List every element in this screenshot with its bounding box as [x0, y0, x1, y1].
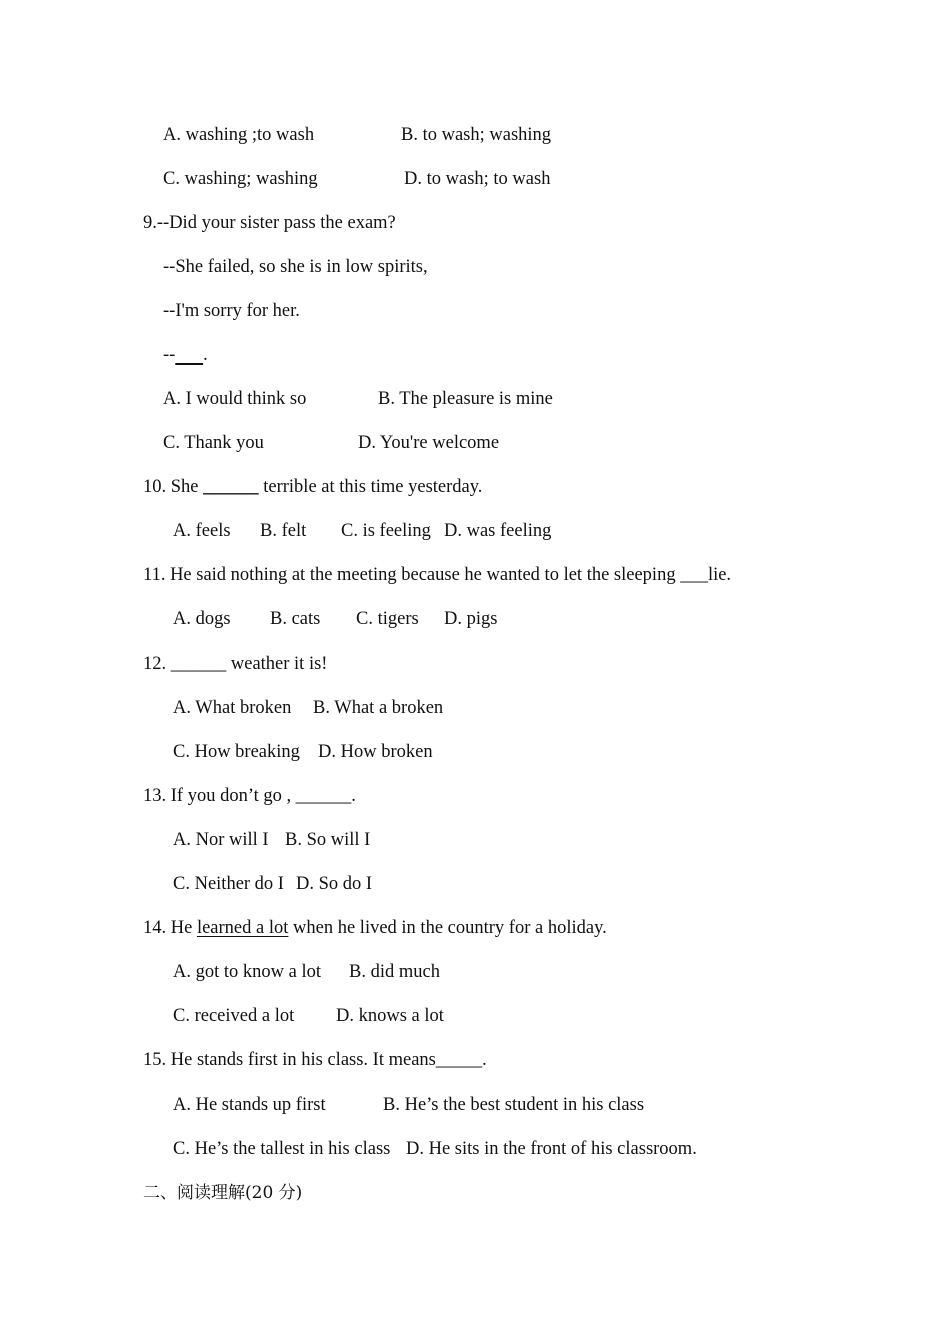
q9-line4-suffix: . — [203, 345, 208, 365]
q14-option-a: A. got to know a lot — [173, 962, 321, 982]
q13-option-b: B. So will I — [285, 830, 371, 850]
q13-option-d: D. So do I — [296, 874, 373, 894]
q11-option-d: D. pigs — [444, 609, 498, 629]
q8-option-b: B. to wash; washing — [401, 125, 552, 145]
q11-option-b: B. cats — [270, 609, 321, 629]
q13-option-c: C. Neither do I — [173, 874, 284, 894]
q12-stem: 12. ______ weather it is! — [143, 654, 328, 674]
q11-option-a: A. dogs — [173, 609, 231, 629]
q14-option-b: B. did much — [349, 962, 440, 982]
q9-dialogue-line-4 — [163, 343, 208, 367]
q10-stem — [143, 475, 482, 499]
q8-option-a: A. washing ;to wash — [163, 125, 315, 145]
section-heading-reading: 二、阅读理解(20 分) — [143, 1183, 303, 1203]
q14-stem-suffix: when he lived in the country for a holiday. — [288, 918, 607, 938]
q14-stem-prefix: 14. He — [143, 918, 197, 938]
q12-option-d: D. How broken — [318, 742, 433, 762]
q10-option-b: B. felt — [260, 521, 307, 541]
q8-option-c: C. washing; washing — [163, 169, 318, 189]
q10-option-d: D. was feeling — [444, 521, 552, 541]
q15-stem: 15. He stands first in his class. It means_____. — [143, 1050, 487, 1070]
q9-dialogue-line-3: --I'm sorry for her. — [163, 301, 300, 321]
q8-option-d: D. to wash; to wash — [404, 169, 551, 189]
q15-option-c: C. He’s the tallest in his class — [173, 1139, 391, 1159]
q10-stem-prefix: 10. She — [143, 477, 204, 497]
q9-option-c: C. Thank you — [163, 433, 264, 453]
q14-option-d: D. knows a lot — [336, 1006, 444, 1026]
q9-option-d: D. You're welcome — [358, 433, 500, 453]
q11-option-c: C. tigers — [356, 609, 419, 629]
q9-option-a: A. I would think so — [163, 389, 307, 409]
q10-answer-blank: ______ — [203, 477, 259, 497]
q15-option-a: A. He stands up first — [173, 1095, 326, 1115]
q11-stem: 11. He said nothing at the meeting because he wanted to let the sleeping ___lie. — [143, 565, 732, 585]
q14-underlined-phrase: learned a lot — [196, 918, 289, 938]
q15-option-d: D. He sits in the front of his classroom. — [406, 1139, 697, 1159]
q13-option-a: A. Nor will I — [173, 830, 269, 850]
q10-option-c: C. is feeling — [341, 521, 431, 541]
q10-stem-suffix: terrible at this time yesterday. — [258, 477, 483, 497]
q9-option-b: B. The pleasure is mine — [378, 389, 553, 409]
q14-option-c: C. received a lot — [173, 1006, 295, 1026]
q10-option-a: A. feels — [173, 521, 231, 541]
q9-stem: 9.--Did your sister pass the exam? — [143, 213, 396, 233]
q14-stem — [143, 916, 607, 940]
q13-stem: 13. If you don’t go , ______. — [143, 786, 356, 806]
q15-option-b: B. He’s the best student in his class — [383, 1095, 645, 1115]
q9-answer-blank — [175, 345, 203, 365]
q9-dialogue-line-2: --She failed, so she is in low spirits, — [163, 257, 428, 277]
q12-option-a: A. What broken — [173, 698, 292, 718]
q12-option-c: C. How breaking — [173, 742, 300, 762]
q9-line4-prefix: -- — [163, 345, 176, 365]
q12-option-b: B. What a broken — [313, 698, 444, 718]
